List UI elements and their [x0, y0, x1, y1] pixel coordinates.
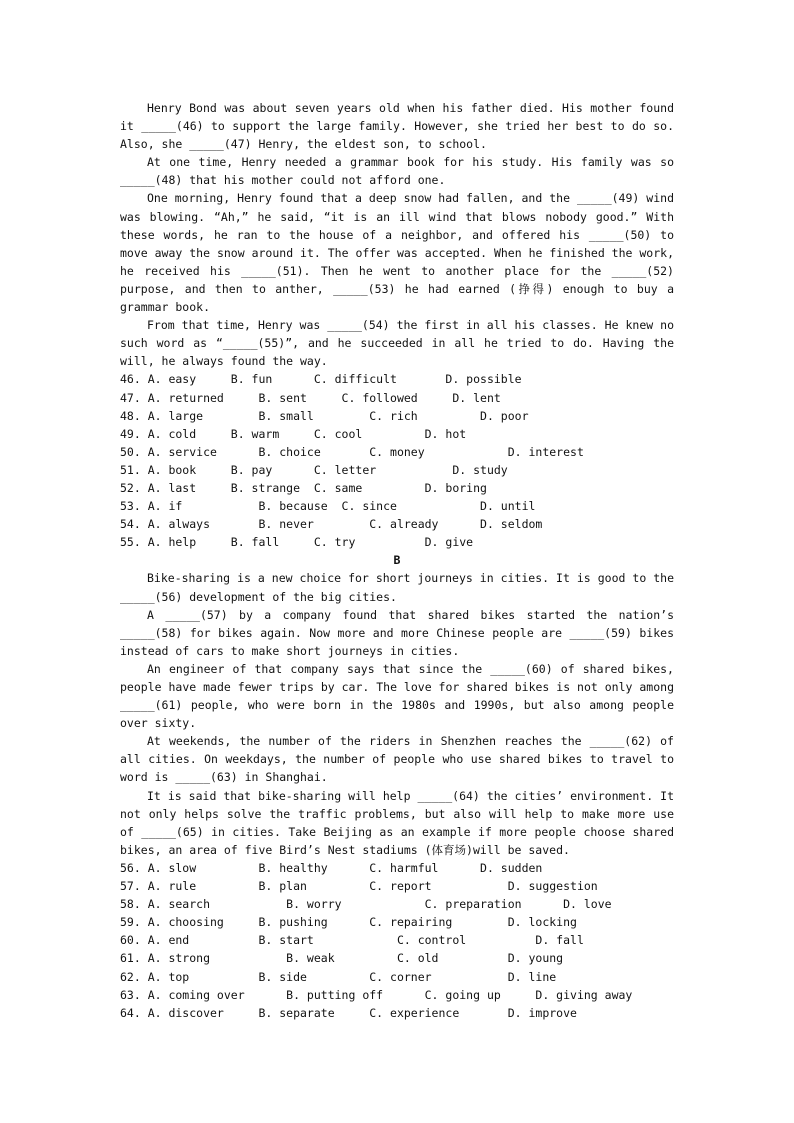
paragraph: At weekends, the number of the riders in Shenzhen reaches the _____(62) of all cities. On weekdays, the number of people who use shared bikes to travel to word is _____(63) in Shanghai. — [120, 734, 674, 785]
option-line: 59. A. choosing B. pushing C. repairing D. locking — [120, 915, 577, 930]
passage-b — [120, 569, 674, 859]
option-line: 61. A. strong B. weak C. old D. young — [120, 951, 564, 966]
paragraph: One morning, Henry found that a deep snow had fallen, and the _____(49) wind was blowing. “Ah,” he said, “it is an ill wind that blows nobody good.” With these words, he ran to the house of a neighbor, and offered his _____(50) to move away the snow around it. The offer was accepted. When he finished the work, he received his _____(51). Then he went to another place for the _____(52) purpose, and then to anther, _____(53) he had earned (挣得) enough to buy a grammar book. — [120, 191, 674, 315]
paragraph: It is said that bike-sharing will help _____(64) the cities’ environment. It not only helps solve the traffic problems, but also will help to make more use of _____(65) in cities. Take Beijing as an example if more people choose shared bikes, an area of five Bird’s Nest stadiums (体育场)will be saved. — [120, 788, 674, 857]
option-line: 62. A. top B. side C. corner D. line — [120, 969, 557, 984]
option-line: 56. A. slow B. healthy C. harmful D. sudden — [120, 860, 543, 875]
option-line: 48. A. large B. small C. rich D. poor — [120, 408, 529, 423]
option-line: 60. A. end B. start C. control D. fall — [120, 933, 584, 948]
document-page — [120, 99, 674, 1022]
paragraph: Bike-sharing is a new choice for short journeys in cities. It is good to the _____(56) development of the big cities. — [120, 571, 674, 604]
option-line: 54. A. always B. never C. already D. seldom — [120, 517, 543, 532]
section-b-heading: B — [393, 553, 401, 568]
paragraph: From that time, Henry was _____(54) the first in all his classes. He knew no such word as “_____(55)”, and he succeeded in all he tried to do. Having the will, he always found the way. — [120, 318, 674, 369]
option-line: 49. A. cold B. warm C. cool D. hot — [120, 426, 467, 441]
option-line: 64. A. discover B. separate C. experience D. improve — [120, 1005, 577, 1020]
option-line: 57. A. rule B. plan C. report D. suggestion — [120, 879, 598, 894]
paragraph: At one time, Henry needed a grammar book for his study. His family was so _____(48) that his mother could not afford one. — [120, 155, 674, 188]
option-line: 51. A. book B. pay C. letter D. study — [120, 462, 508, 477]
paragraph: An engineer of that company says that since the _____(60) of shared bikes, people have made fewer trips by car. The love for shared bikes is not only among _____(61) people, who were born in the 1980s and 1990s, but also among people over sixty. — [120, 661, 674, 731]
options-a — [120, 370, 674, 551]
option-line: 50. A. service B. choice C. money D. interest — [120, 444, 584, 459]
paragraph: A _____(57) by a company found that shared bikes started the nation’s _____(58) for bikes again. Now more and more Chinese people are _____(59) bikes instead of cars to make short journeys in cities. — [120, 607, 674, 658]
option-line: 52. A. last B. strange C. same D. boring — [120, 480, 487, 495]
passage-a — [120, 99, 674, 370]
options-b — [120, 859, 674, 1022]
option-line: 58. A. search B. worry C. preparation D. love — [120, 897, 612, 912]
option-line: 46. A. easy B. fun C. difficult D. possible — [120, 372, 522, 387]
option-line: 63. A. coming over B. putting off C. going up D. giving away — [120, 987, 633, 1002]
option-line: 55. A. help B. fall C. try D. give — [120, 535, 474, 550]
option-line: 47. A. returned B. sent C. followed D. lent — [120, 390, 501, 405]
option-line: 53. A. if B. because C. since D. until — [120, 499, 536, 514]
paragraph: Henry Bond was about seven years old when his father died. His mother found it _____(46) to support the large family. However, she tried her best to do so. Also, she _____(47) Henry, the eldest son, to school. — [120, 101, 674, 152]
